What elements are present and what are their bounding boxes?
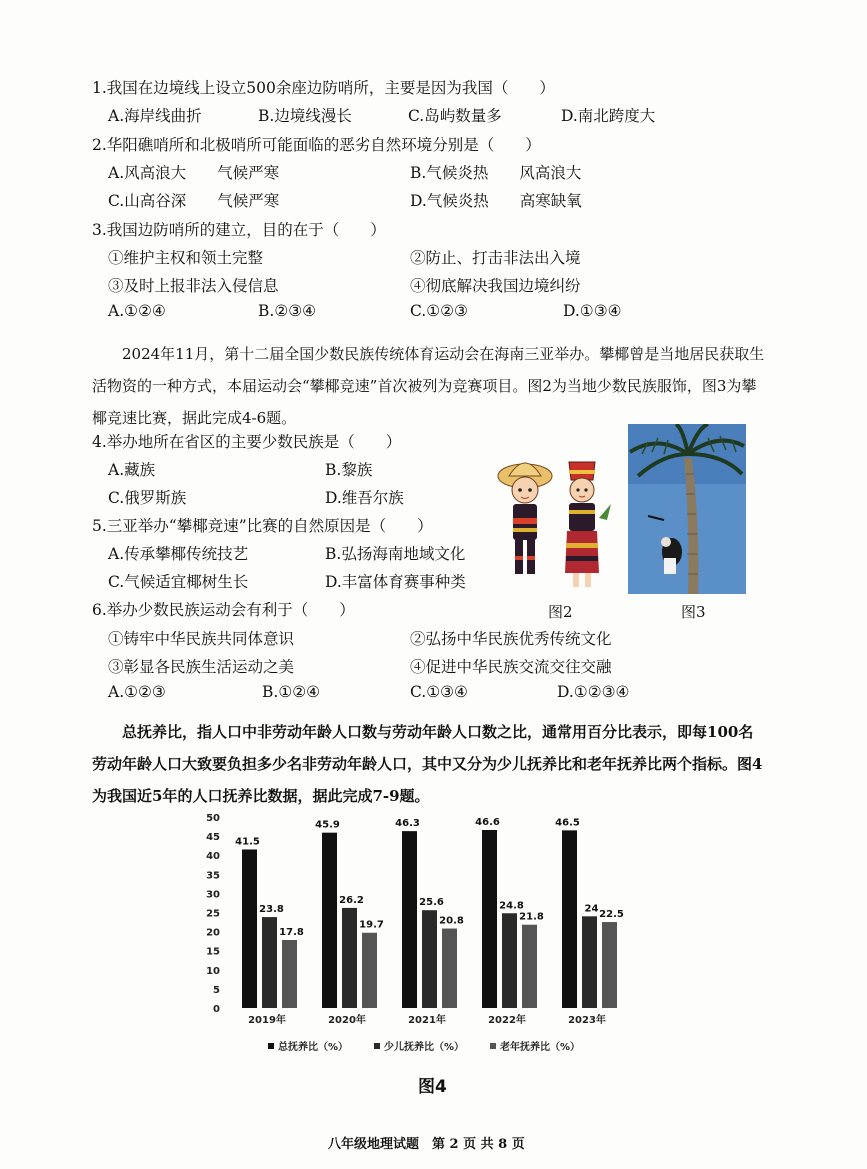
y-tick-label: 45 xyxy=(206,832,220,844)
bar-value-label: 23.8 xyxy=(259,904,284,916)
intro-7-9: 总抚养比，指人口中非劳动年龄人口数与劳动年龄人口数之比，通常用百分比表示，即每100名劳动年龄人口大致要负担多少名非劳动年龄人口，其中又分为少儿抚养比和老年抚养比两个指标。图4为我国近5年的人口抚养比数据，据此完成7-9题。 xyxy=(92,723,763,805)
q3-option-a: A.①②④ xyxy=(108,302,166,320)
q1-option-b: B.边境线漫长 xyxy=(258,107,352,125)
bar-total xyxy=(322,833,337,1008)
q3-statement-4: ④彻底解决我国边境纠纷 xyxy=(410,277,581,295)
q1-option-c: C.岛屿数量多 xyxy=(408,107,502,125)
bar-elderly xyxy=(522,925,537,1008)
q6-statement-4: ④促进中华民族交流交往交融 xyxy=(410,658,612,676)
q4-option-a: A.藏族 xyxy=(108,461,156,479)
q2-option-d: D.气候炎热 高寒缺氧 xyxy=(410,192,582,210)
bar-elderly xyxy=(602,922,617,1008)
q5-option-b: B.弘扬海南地域文化 xyxy=(325,545,466,563)
legend-label: 少儿抚养比（%） xyxy=(384,1042,465,1053)
q2-option-c: C.山高谷深 气候严寒 xyxy=(108,192,280,210)
y-tick-label: 25 xyxy=(206,908,220,920)
q4-option-c: C.俄罗斯族 xyxy=(108,489,187,507)
bar-child xyxy=(262,917,277,1008)
legend-label: 老年抚养比（%） xyxy=(500,1042,581,1053)
y-tick-label: 50 xyxy=(206,813,220,824)
bar-child xyxy=(502,913,517,1008)
q6-option-b: B.①②④ xyxy=(262,683,321,701)
q2-option-b: B.气候炎热 风高浪大 xyxy=(410,164,582,182)
bar-value-label: 24.8 xyxy=(499,900,524,912)
bar-value-label: 46.5 xyxy=(555,817,580,829)
y-tick-label: 15 xyxy=(206,946,220,958)
q3-statement-1: ①维护主权和领土完整 xyxy=(108,249,264,267)
bar-total xyxy=(482,830,497,1008)
legend-swatch xyxy=(374,1043,380,1049)
q5-option-d: D.丰富体育赛事种类 xyxy=(325,573,466,591)
bar-value-label: 20.8 xyxy=(439,915,464,927)
q6-statement-1: ①铸牢中华民族共同体意识 xyxy=(108,630,295,648)
q6-statement-2: ②弘扬中华民族优秀传统文化 xyxy=(410,630,612,648)
y-tick-label: 5 xyxy=(213,984,220,996)
q2-option-a: A.风高浪大 气候严寒 xyxy=(108,164,280,182)
q6-option-d: D.①②③④ xyxy=(557,683,630,701)
y-tick-label: 0 xyxy=(213,1004,220,1015)
y-tick-label: 30 xyxy=(206,889,220,901)
bar-value-label: 46.3 xyxy=(395,818,420,830)
bar-child xyxy=(422,910,437,1008)
y-tick-label: 10 xyxy=(206,965,220,977)
legend-swatch xyxy=(490,1043,496,1049)
q4-option-d: D.维吾尔族 xyxy=(325,489,404,507)
bar-value-label: 22.5 xyxy=(599,909,624,921)
figure-2-costume-illustration xyxy=(495,448,620,598)
bar-value-label: 21.8 xyxy=(519,911,544,923)
bar-total xyxy=(242,849,257,1008)
y-tick-label: 20 xyxy=(206,927,220,939)
q6-stem: 6.举办少数民族运动会有利于（ ） xyxy=(92,601,355,619)
q3-statement-3: ③及时上报非法入侵信息 xyxy=(108,277,279,295)
x-tick-label: 2019年 xyxy=(248,1015,286,1026)
q5-option-a: A.传承攀椰传统技艺 xyxy=(108,545,249,563)
bar-elderly xyxy=(362,933,377,1008)
q1-option-d: D.南北跨度大 xyxy=(561,107,656,125)
bar-value-label: 25.6 xyxy=(419,897,444,909)
bar-child xyxy=(582,916,597,1008)
bar-child xyxy=(342,908,357,1008)
q1-stem: 1.我国在边境线上设立500余座边防哨所，主要是因为我国（ ） xyxy=(92,79,555,97)
y-tick-label: 40 xyxy=(206,851,220,863)
figure-3-caption: 图3 xyxy=(681,603,706,621)
q1-option-a: A.海岸线曲折 xyxy=(108,107,202,125)
bar-value-label: 46.6 xyxy=(475,816,500,828)
bar-total xyxy=(402,831,417,1008)
bar-elderly xyxy=(442,929,457,1008)
q6-option-c: C.①③④ xyxy=(410,683,468,701)
figure-4-caption: 图4 xyxy=(418,1077,447,1097)
q3-option-b: B.②③④ xyxy=(258,302,317,320)
q3-option-c: C.①②③ xyxy=(410,302,468,320)
figure-3-coconut-climbing-photo xyxy=(628,424,746,594)
x-tick-label: 2022年 xyxy=(488,1015,526,1026)
q3-stem: 3.我国边防哨所的建立，目的在于（ ） xyxy=(92,221,386,239)
y-tick-label: 35 xyxy=(206,870,220,882)
q3-option-d: D.①③④ xyxy=(563,302,622,320)
bar-elderly xyxy=(282,940,297,1008)
bar-value-label: 24 xyxy=(584,903,599,915)
bar-value-label: 45.9 xyxy=(315,819,340,831)
x-tick-label: 2021年 xyxy=(408,1015,446,1026)
page-footer: 八年级地理试题 第 2 页 共 8 页 xyxy=(328,1137,525,1152)
bar-value-label: 26.2 xyxy=(339,894,364,906)
q4-option-b: B.黎族 xyxy=(325,461,373,479)
q2-stem: 2.华阳礁哨所和北极哨所可能面临的恶劣自然环境分别是（ ） xyxy=(92,136,541,154)
q5-stem: 5.三亚举办“攀椰竞速”比赛的自然原因是（ ） xyxy=(92,517,433,535)
bar-total xyxy=(562,830,577,1008)
bar-value-label: 19.7 xyxy=(359,919,384,931)
legend-label: 总抚养比（%） xyxy=(278,1042,349,1053)
x-tick-label: 2020年 xyxy=(328,1015,366,1026)
figure-4-dependency-ratio-chart xyxy=(190,805,650,1060)
q5-option-c: C.气候适宜椰树生长 xyxy=(108,573,249,591)
figure-2-caption: 图2 xyxy=(548,603,573,621)
bar-value-label: 17.8 xyxy=(279,927,304,939)
q6-option-a: A.①②③ xyxy=(108,683,166,701)
legend-swatch xyxy=(268,1043,274,1049)
q3-statement-2: ②防止、打击非法出入境 xyxy=(410,249,581,267)
bar-value-label: 41.5 xyxy=(235,836,260,848)
intro-4-6: 2024年11月，第十二届全国少数民族传统体育运动会在海南三亚举办。攀椰曾是当地居民获取生活物资的一种方式，本届运动会“攀椰竞速”首次被列为竞赛项目。图2为当地少数民族服饰，图3为攀椰竞速比赛，据此完成4-6题。 xyxy=(92,345,765,427)
q6-statement-3: ③彰显各民族生活运动之美 xyxy=(108,658,295,676)
q4-stem: 4.举办地所在省区的主要少数民族是（ ） xyxy=(92,433,402,451)
x-tick-label: 2023年 xyxy=(568,1015,606,1026)
